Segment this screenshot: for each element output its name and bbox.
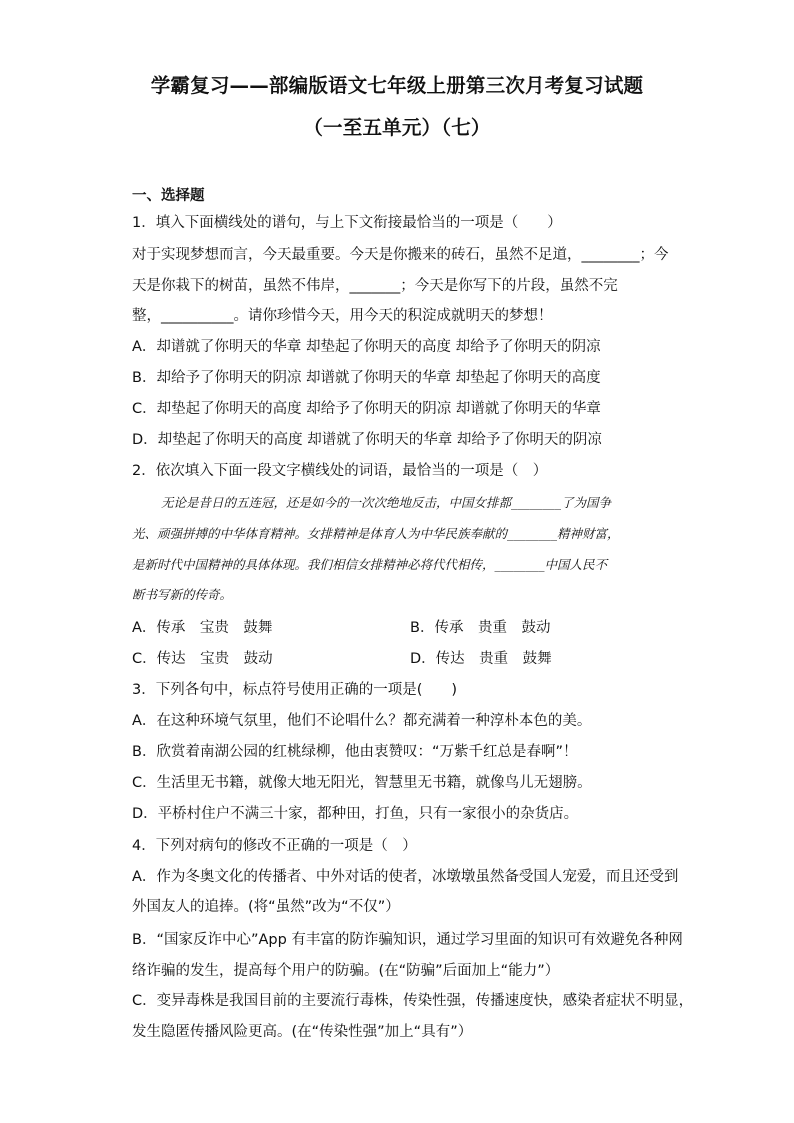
question-2-option-a: A．传承 宝贵 鼓舞 bbox=[132, 620, 273, 636]
question-4-option-b: B．“国家反诈中心”App 有丰富的防诈骗知识，通过学习里面的知识可有效避免各种网 bbox=[132, 932, 683, 948]
question-2-passage-line: 是新时代中国精神的具体体现。我们相信女排精神必将代代相传，________中国人民不 bbox=[132, 557, 608, 572]
question-2-passage-line: 无论是昔日的五连冠，还是如今的一次次绝地反击，中国女排都________了为国争 bbox=[161, 495, 612, 510]
question-4-option-b-cont: 络诈骗的发生，提高每个用户的防骗。(在“防骗”后面加上“能力”） bbox=[132, 963, 560, 979]
question-1-option-a: A．却谱就了你明天的华章 却垫起了你明天的高度 却给予了你明天的阴凉 bbox=[132, 339, 601, 355]
question-1-stem: 1．填入下面横线处的谱句，与上下文衔接最恰当的一项是（ ） bbox=[132, 215, 562, 231]
question-2-stem: 2．依次填入下面一段文字横线处的词语，最恰当的一项是（ ） bbox=[132, 463, 548, 479]
question-4-stem: 4．下列对病句的修改不正确的一项是（ ） bbox=[132, 838, 417, 854]
question-2-passage-line: 断书写新的传奇。 bbox=[132, 587, 233, 602]
question-4-option-c-cont: 发生隐匿传播风险更高。(在“传染性强”加上“具有”） bbox=[132, 1024, 473, 1040]
question-4-option-c: C．变异毒株是我国目前的主要流行毒株，传染性强，传播速度快，感染者症状不明显， bbox=[132, 993, 694, 1009]
question-2-option-c: C．传达 宝贵 鼓动 bbox=[132, 651, 273, 667]
question-2-passage-line: 光、顽强拼搏的中华体育精神。女排精神是体育人为中华民族奉献的________精神财富， bbox=[132, 526, 620, 541]
section-heading: 一、选择题 bbox=[132, 188, 205, 204]
question-3-option-d: D．平桥村住户不满三十家，都种田，打鱼，只有一家很小的杂货店。 bbox=[132, 806, 579, 822]
doc-subtitle: （一至五单元）（七） bbox=[303, 116, 491, 139]
question-1-option-b: B．却给予了你明天的阴凉 却谱就了你明天的华章 却垫起了你明天的高度 bbox=[132, 370, 601, 386]
question-1-option-c: C．却垫起了你明天的高度 却给予了你明天的阴凉 却谱就了你明天的华章 bbox=[132, 401, 601, 417]
question-3-option-b: B．欣赏着南湖公园的红桃绿柳，他由衷赞叹：“万紫千红总是春啊”！ bbox=[132, 744, 578, 760]
question-1-text-line: 对于实现梦想而言，今天最重要。今天是你搬来的砖石，虽然不足道，________；今 bbox=[132, 247, 669, 263]
question-3-option-a: A．在这种环境气氛里，他们不论唱什么？都充满着一种淳朴本色的美。 bbox=[132, 713, 592, 729]
doc-title: 学霸复习——部编版语文七年级上册第三次月考复习试题 bbox=[150, 74, 644, 97]
question-1-option-d: D．却垫起了你明天的高度 却谱就了你明天的华章 却给予了你明天的阴凉 bbox=[132, 432, 602, 448]
question-4-option-a-cont: 外国友人的追捧。(将“虽然”改为“不仅”） bbox=[132, 899, 400, 915]
question-1-text-line: 整，__________。请你珍惜今天，用今天的积淀成就明天的梦想！ bbox=[132, 308, 553, 324]
question-1-text-line: 天是你栽下的树苗，虽然不伟岸，_______；今天是你写下的片段，虽然不完 bbox=[132, 278, 618, 294]
question-3-option-c: C．生活里无书籍，就像大地无阳光，智慧里无书籍，就像鸟儿无翅膀。 bbox=[132, 775, 592, 791]
question-2-option-d: D．传达 贵重 鼓舞 bbox=[410, 651, 552, 667]
question-3-stem: 3．下列各句中，标点符号使用正确的一项是( ) bbox=[132, 682, 458, 698]
question-4-option-a: A．作为冬奥文化的传播者、中外对话的使者，冰墩墩虽然备受国人宠爱，而且还受到 bbox=[132, 869, 679, 885]
question-2-option-b: B．传承 贵重 鼓动 bbox=[410, 620, 551, 636]
